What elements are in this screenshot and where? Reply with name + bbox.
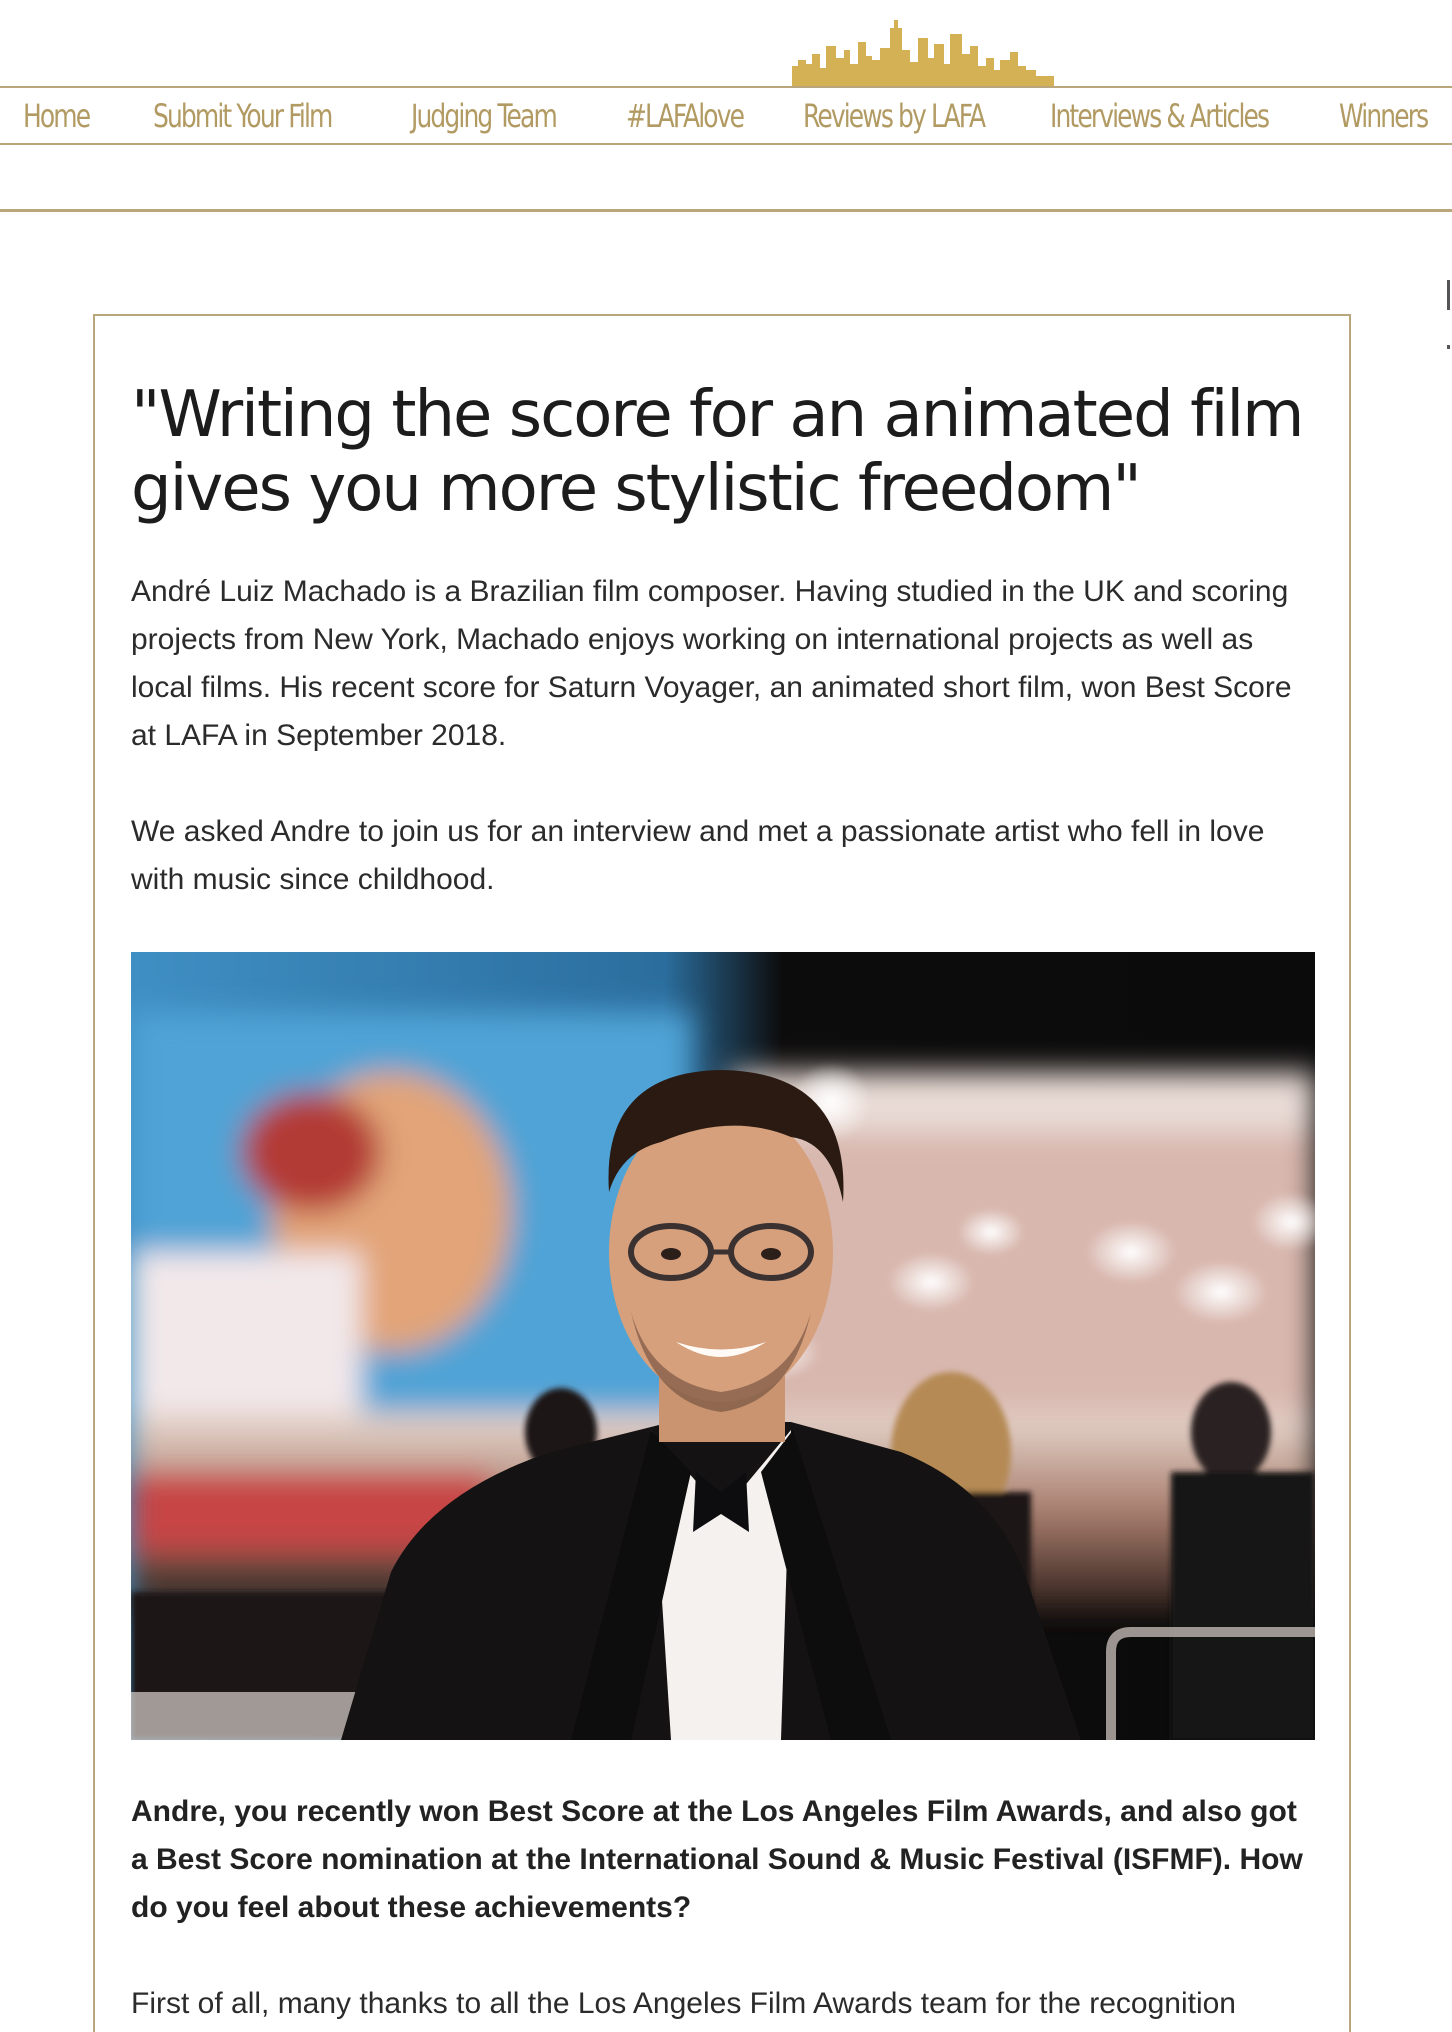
interview-answer-1: First of all, many thanks to all the Los Angeles Film Awards team for the recognition	[131, 1987, 1236, 2020]
nav-item-judging-team[interactable]: Judging Team	[411, 97, 556, 135]
nav-item-lafalove[interactable]: #LAFAlove	[626, 97, 744, 135]
scroll-edge-mark-small	[1447, 345, 1450, 349]
article-intro: André Luiz Machado is a Brazilian film composer. Having studied in the UK and scoring projects from New York, Machado enjoys working on international projects as well as local films. His recent score for Saturn Voyager, an animated short film, won Best Score at LAFA in September 2018.	[131, 575, 1292, 752]
interview-question-1: Andre, you recently won Best Score at the Los Angeles Film Awards, and also got a Best Score nomination at the International Sound & Music Festival (ISFMF). How do you feel about these achievements?	[131, 1795, 1303, 1924]
nav-item-winners[interactable]: Winners	[1339, 97, 1428, 135]
composer-photo	[131, 952, 1315, 1740]
scroll-edge-mark	[1447, 280, 1450, 310]
article-intro-2: We asked Andre to join us for an interview and met a passionate artist who fell in love with music since childhood.	[131, 815, 1265, 896]
nav-item-home[interactable]: Home	[23, 97, 90, 135]
nav-item-submit-your-film[interactable]: Submit Your Film	[153, 97, 332, 135]
article-title: "Writing the score for an animated film gives you more stylistic freedom"	[131, 378, 1303, 526]
nav-item-reviews-by-lafa[interactable]: Reviews by LAFA	[803, 97, 985, 135]
composer-photo-illustration	[131, 952, 1315, 1740]
header-divider	[0, 209, 1452, 212]
nav-bottom-line	[0, 143, 1452, 145]
main-nav	[0, 88, 1452, 144]
lafa-skyline-logo[interactable]	[792, 20, 1054, 86]
nav-item-interviews-articles[interactable]: Interviews & Articles	[1050, 97, 1269, 135]
